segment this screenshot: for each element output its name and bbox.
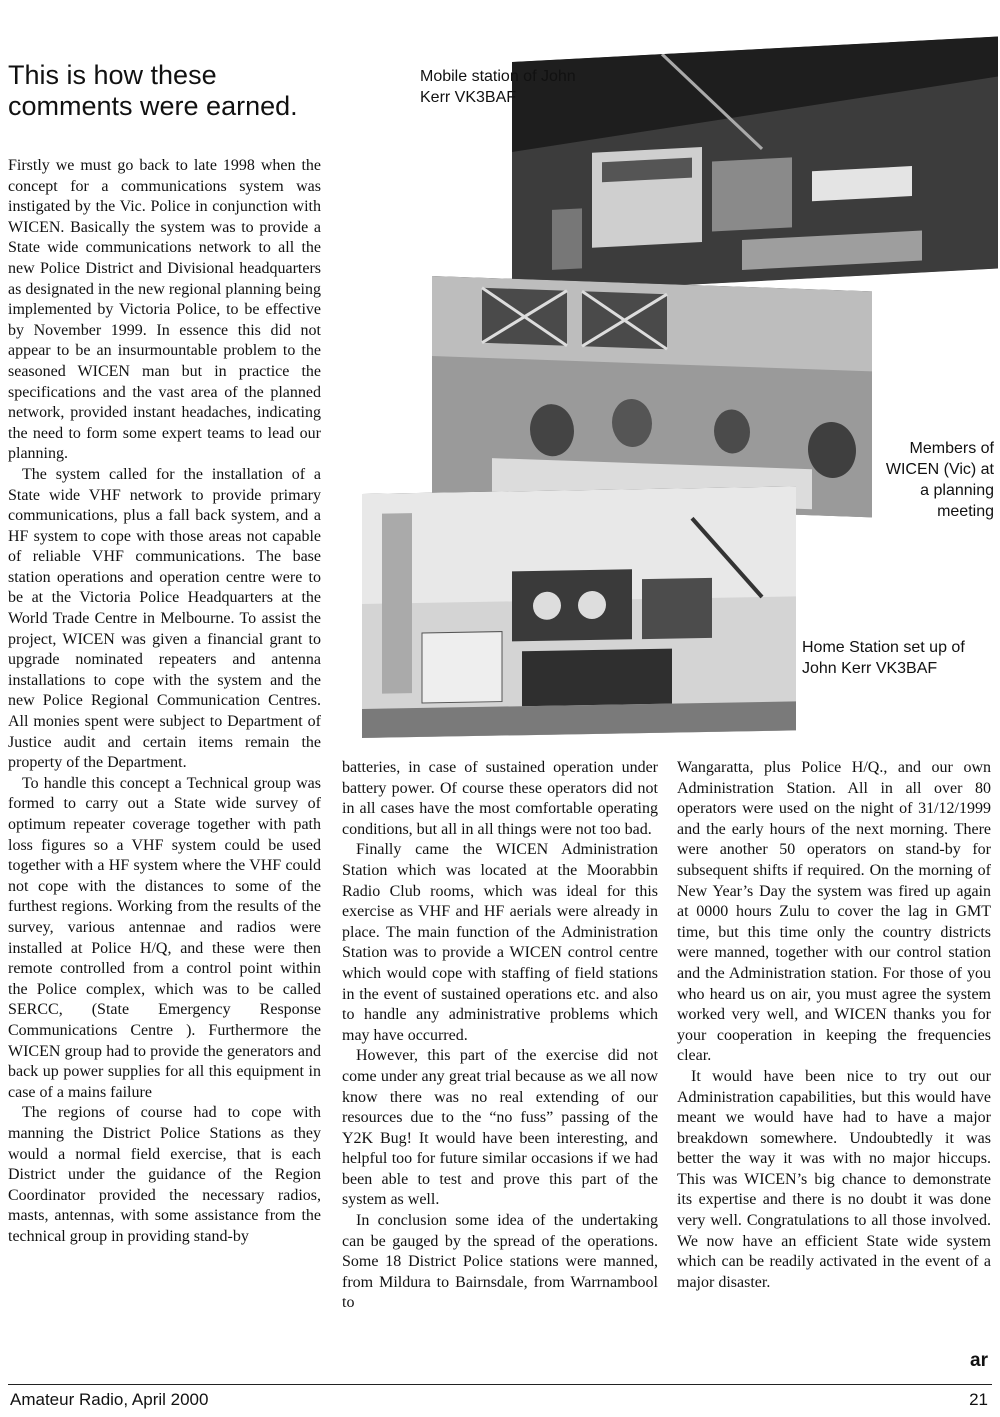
photo-planning-meeting — [432, 276, 872, 517]
paragraph: Firstly we must go back to late 1998 when the concept for a communications system was instigated by the Vic. Police in conjunction with WICEN. Basically the system was to provide a State wide communications network to all the new Police District and Divisional headquarters as designated in the new regional planning being implemented by Victoria Police, to be effective by November 1999. In essence this did not appear to be an insurmountable problem to the seasoned WICEN man but in practice the specifications and the vast area of the planned network, provided instant headaches, indicating the need to form some expert teams to lead our planning. — [8, 157, 321, 463]
paragraph: batteries, in case of sustained operation under battery power. Of course these operators did not in all cases have the most comfortable operating conditions, but all in all things were not too bad. — [342, 759, 658, 838]
article-column-2 — [342, 758, 658, 1314]
photo-mobile-station — [512, 37, 998, 294]
caption-mobile-station: Mobile station of John Kerr VK3BAF — [420, 68, 576, 106]
article-column-1 — [8, 156, 321, 1247]
article-column-3 — [677, 758, 991, 1293]
paragraph: Finally came the WICEN Administration Station which was located at the Moorabbin Radio Club rooms, which was ideal for this exercise as VHF and HF aerials were already in place. The main function of the Administration Station was to provide a WICEN control centre which would cope with staffing of field stations in the event of sustained operations etc. and also to handle any administrative problems which may have occurred. — [342, 841, 658, 1044]
paragraph: To handle this concept a Technical group was formed to carry out a State wide survey of optimum repeater coverage together with path loss figures so a VHF system could be used together with a HF system where the VHF could not cope with the distances to some of the furthest regions. Working from the results of the survey, various antennae and radios were installed at Police H/Q, and these were then remote controlled from a control point within the Police complex, which was to be called SERCC, (State Emergency Response Communications Centre ). Furthermore the WICEN group had to provide the generators and back up power supplies for all this equipment in case of a mains failure — [8, 774, 321, 1101]
footer-rule — [8, 1384, 992, 1385]
caption-planning-meeting: Members of WICEN (Vic) at a planning meeting — [885, 440, 994, 520]
article-end-mark: ar — [970, 1350, 988, 1371]
paragraph: The regions of course had to cope with manning the District Police Stations as they would a normal field exercise, that is each District under the guidance of the Region Coordinator provided the necessary radios, masts, antennas, with some assistance from the technical group in providing stand-by — [8, 1104, 321, 1245]
paragraph: However, this part of the exercise did not come under any great trial because as we all now know there was no real extending of our resources due to the “no fuss” passing of the Y2K Bug! It would have been interesting, and helpful too for future similar occasions if we had been able to test and prove this part of the system as well. — [342, 1047, 658, 1209]
photo-home-station — [362, 486, 796, 738]
footer-publication: Amateur Radio, April 2000 — [10, 1390, 209, 1409]
paragraph: Wangaratta, plus Police H/Q., and our own Administration Station. All in all over 80 operators were used on the night of 31/12/1999 and the early hours of the next morning. There were another 50 operators on stand-by for subsequent shifts if required. On the morning of New Year’s Day the system was fired up again at 0000 hours Zulu to cover the lag in GMT time, but this time only the country districts were manned, together with our control station and the Administration station. For those of you who heard us on air, you must agree the system worked very well, and WICEN thanks you for your cooperation in keeping the frequencies clear. — [677, 759, 991, 1065]
paragraph: It would have been nice to try out our Administration capabilities, but this would have meant we would have had to have a major breakdown somewhere. Undoubtedly it was better the way it was with no major hiccups. This was WICEN’s big chance to demonstrate its expertise and there is no doubt it was done very well. Congratulations to all those involved. We now have an efficient State wide system which can be readily activated in the event of a major disaster. — [677, 1067, 991, 1291]
caption-home-station: Home Station set up of John Kerr VK3BAF — [802, 639, 965, 677]
article-heading: This is how these comments were earned. — [8, 60, 298, 121]
paragraph: In conclusion some idea of the undertaking can be gauged by the spread of the operations. Some 18 District Police stations were manned, from Mildura to Bairnsdale, from Warrnambool to — [342, 1212, 658, 1312]
paragraph: The system called for the installation of a State wide VHF network to provide primary communications, plus a fall back system, and a HF system to cope with those areas not capable of reliable VHF communications. The base station operations and operation centre were to be at the Victoria Police Headquarters at the World Trade Centre in Melbourne. To assist the project, WICEN was given a financial grant to upgrade nominated repeaters and antenna installations to cope with the system and the new Police Regional Communication Centres. All monies spent were subject to Department of Justice audit and certain items remain the property of the Department. — [8, 465, 321, 772]
page-number: 21 — [969, 1390, 988, 1409]
